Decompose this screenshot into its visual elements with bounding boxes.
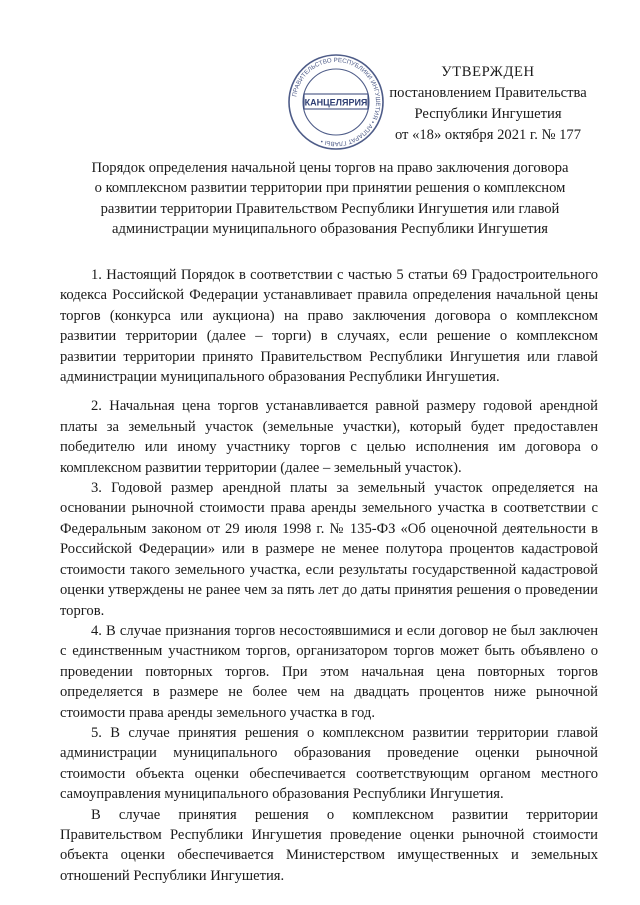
approval-block <box>368 62 608 146</box>
document-body <box>60 265 598 886</box>
title-line: Порядок определения начальной цены торгов на право заключения договора <box>91 160 569 176</box>
approval-line: Республики Ингушетия <box>414 106 562 122</box>
approval-line: постановлением Правительства <box>389 85 587 101</box>
stamp-ring-text: ПРАВИТЕЛЬСТВО РЕСПУБЛИКИ ИНГУШЕТИЯ • АППАРАТ ГЛАВЫ • <box>291 56 382 148</box>
approval-date-line: от «18» октября 2021 г. № 177 <box>394 127 582 143</box>
paragraph-3: 3. Годовой размер арендной платы за земельный участок определяется на основании рыночной стоимости права аренды земельного участка в соответствии с Федеральным законом от 29 июля 1998 г. № 135-ФЗ «Об оценочной деятельности в Российской Федерации» или в размере не менее полутора процентов кадастровой стоимости такого земельного участка, если результаты государственной кадастровой оценки утверждены не ранее чем за пять лет до даты принятия решения о проведении торгов. <box>60 480 598 619</box>
title-line: о комплексном развитии территории при принятии решения о комплексном <box>94 180 566 197</box>
paragraph-2: 2. Начальная цена торгов устанавливается равной размеру годовой арендной платы за земельный участок (земельные участки), который будет предоставлен победителю или иному участнику торгов с целью исполнения им договора о комплексном развитии территории (далее – земельный участок). <box>60 398 598 476</box>
paragraph-6: В случае принятия решения о комплексном развитии территории Правительством Республики Ингушетия проведение оценки рыночной стоимости объекта оценки обеспечивается Министерством имущественных и земельных отношений Республики Ингушетия. <box>60 806 598 884</box>
paragraph-1: 1. Настоящий Порядок в соответствии с частью 5 статьи 69 Градостроительного кодекса Российской Федерации устанавливает правила определения начальной цены торгов (конкурса или аукциона) на право заключения договора о комплексном развитии территории (далее – торги) в случаях, если решение о комплексном развитии территории принято Правительством Республики Ингушетия или главой администрации муниципального образования Республики Ингушетия. <box>60 267 598 386</box>
paragraph-4: 4. В случае признания торгов несостоявшимися и если договор не был заключен с единственным участником торгов, организатором торгов может быть объявлено о проведении повторных торгов. При этом начальная цена повторных торгов определяется в размере не более чем на двадцать процентов ниже рыночной стоимости права аренды земельного участка в год. <box>60 622 598 721</box>
title-line: развитии территории Правительством Республики Ингушетия или главой <box>100 200 560 217</box>
approval-heading: УТВЕРЖДЕН <box>441 64 535 80</box>
document-title <box>60 158 600 239</box>
stamp-center-text: КАНЦЕЛЯРИЯ <box>304 97 368 108</box>
title-line: администрации муниципального образования Республики Ингушетия <box>112 220 548 237</box>
paragraph-5: 5. В случае принятия решения о комплексном развитии территории главой администрации муниципального образования проведение оценки рыночной стоимости объекта оценки обеспечивается соответствующим органом местного самоуправления муниципального образования Республики Ингушетия. <box>60 724 598 803</box>
